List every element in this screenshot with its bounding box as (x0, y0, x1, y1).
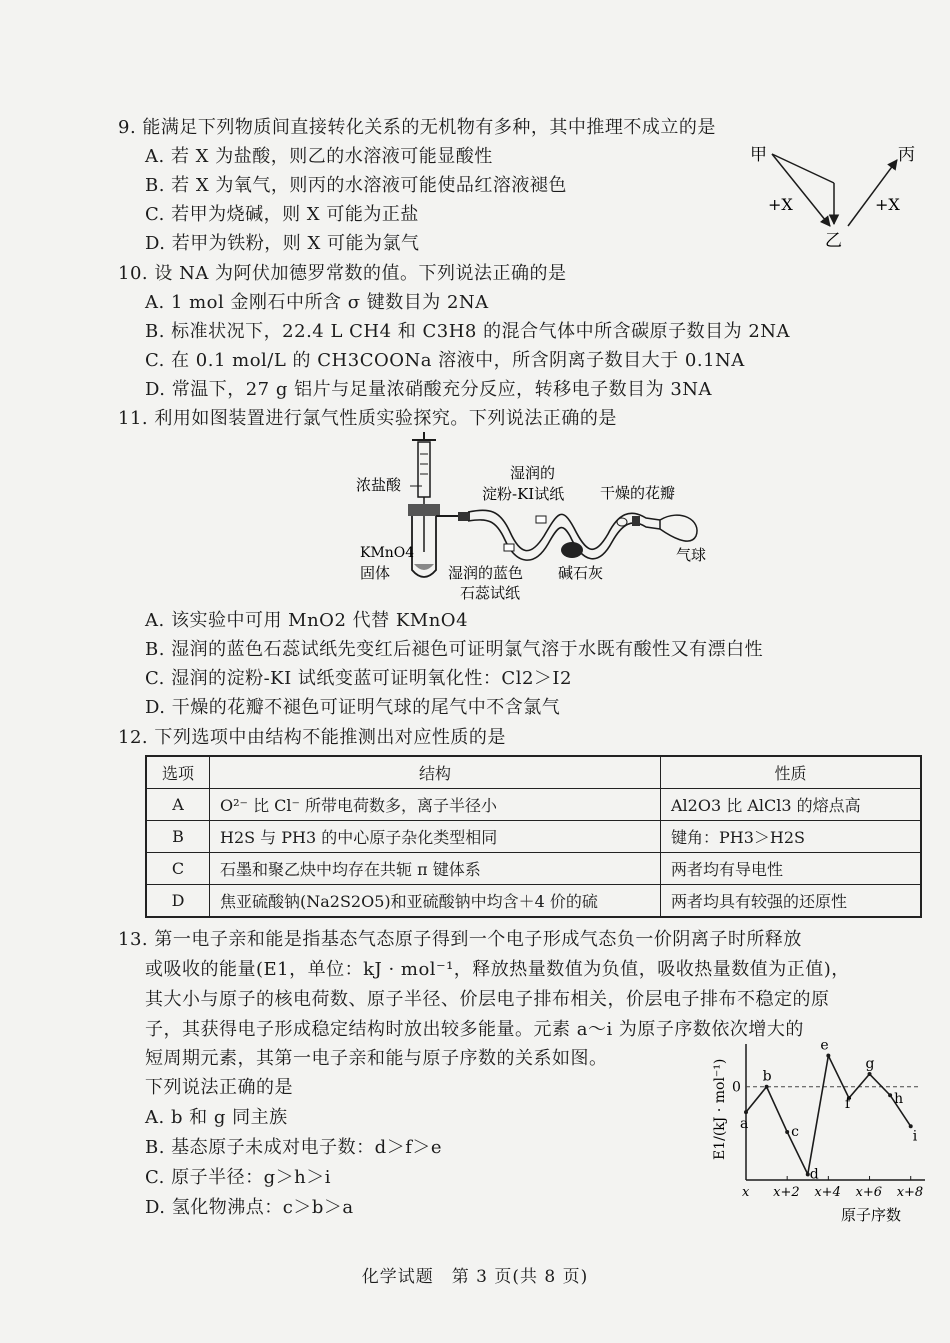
x-tick-label-1: x+2 (773, 1185, 800, 1200)
q10-option-c: C. 在 0.1 mol/L 的 CH3COONa 溶液中，所含阴离子数目大于 0.1NA (145, 350, 745, 371)
row-a-label: A (146, 789, 210, 821)
header-structure: 结构 (210, 756, 661, 789)
point-label-i: i (912, 1128, 918, 1145)
row-d-structure: 焦亚硫酸钠(Na2S2O5)和亚硫酸钠中均含＋4 价的硫 (210, 885, 661, 918)
table-row (146, 821, 921, 853)
q9-stem: 9. 能满足下列物质间直接转化关系的无机物有多种，其中推理不成立的是 (118, 117, 716, 138)
arrow-yi-to-bing (848, 160, 897, 226)
row-c-property: 两者均有导电性 (661, 853, 922, 885)
arrow-jia-to-yi (772, 154, 830, 226)
row-d-label: D (146, 885, 210, 918)
x-tick-label-4: x+8 (896, 1185, 924, 1200)
point-label-h: h (894, 1091, 904, 1108)
q10-option-d: D. 常温下，27 g 铝片与足量浓硝酸充分反应，转移电子数目为 3NA (145, 379, 713, 400)
x-left-label: +X (768, 195, 793, 214)
table-row (146, 789, 921, 821)
lime-label: 碱石灰 (558, 564, 604, 582)
header-option: 选项 (146, 756, 210, 789)
point-c (785, 1130, 789, 1134)
q13-line-1: 13. 第一电子亲和能是指基态气态原子得到一个电子形成气态负一价阴离子时所释放 (118, 929, 802, 950)
q9-option-c: C. 若甲为烧碱，则 X 可能为正盐 (145, 204, 419, 225)
point-e (826, 1054, 830, 1058)
ki-paper (536, 516, 546, 523)
bing-label: 丙 (898, 145, 915, 165)
q13-line-6: 下列说法正确的是 (145, 1077, 293, 1098)
table-header-row (146, 756, 921, 789)
dropping-funnel (418, 442, 430, 497)
balloon (660, 515, 697, 541)
point-a (744, 1110, 748, 1114)
chlorine-apparatus-figure (350, 432, 730, 607)
point-label-a: a (740, 1116, 749, 1133)
kmno4-label: KMnO4 (360, 545, 415, 561)
x-right-label: +X (875, 195, 900, 214)
balloon-label: 气球 (676, 546, 707, 564)
kmno4-solid (414, 564, 434, 570)
q13-line-5: 短周期元素，其第一电子亲和能与原子序数的关系如图。 (145, 1048, 608, 1069)
electron-affinity-chart (700, 1040, 930, 1235)
q11-option-c: C. 湿润的淀粉-KI 试纸变蓝可证明氧化性：Cl2＞I2 (145, 668, 572, 689)
q13-option-c: C. 原子半径：g＞h＞i (145, 1167, 331, 1188)
row-d-property: 两者均具有较强的还原性 (661, 885, 922, 918)
header-property: 性质 (661, 756, 922, 789)
q9-conversion-diagram (740, 138, 930, 253)
row-c-structure: 石墨和聚乙炔中均存在共轭 π 键体系 (210, 853, 661, 885)
ki-label-2: 淀粉-KI试纸 (482, 485, 565, 503)
petal-label: 干燥的花瓣 (600, 484, 676, 502)
q10-option-b: B. 标准状况下，22.4 L CH4 和 C3H8 的混合气体中所含碳原子数目为 2NA (145, 321, 791, 342)
q13-option-a: A. b 和 g 同主族 (145, 1107, 288, 1128)
table-row (146, 885, 921, 918)
q9-option-b: B. 若 X 为氧气，则丙的水溶液可能使品红溶液褪色 (145, 175, 567, 196)
x-tick-label-2: x+4 (814, 1185, 841, 1200)
row-b-property: 键角：PH3＞H2S (661, 821, 922, 853)
soda-lime (561, 542, 583, 558)
point-label-e: e (820, 1040, 829, 1054)
x-axis-label: 原子序数 (841, 1206, 902, 1224)
jia-label: 甲 (750, 145, 767, 165)
q13-line-4: 子，其获得电子形成稳定结构时放出较多能量。元素 a～i 为原子序数依次增大的 (145, 1019, 804, 1040)
row-a-property: Al2O3 比 AlCl3 的熔点高 (661, 789, 922, 821)
litmus-label-1: 湿润的蓝色 (448, 564, 524, 582)
point-h (888, 1093, 892, 1097)
table-row (146, 853, 921, 885)
point-label-d: d (809, 1166, 819, 1183)
q13-line-3: 其大小与原子的核电荷数、原子半径、价层电子排布相关，价层电子排布不稳定的原 (145, 989, 830, 1010)
q9-option-a: A. 若 X 为盐酸，则乙的水溶液可能显酸性 (145, 146, 493, 167)
point-label-b: b (762, 1068, 772, 1085)
q11-option-a: A. 该实验中可用 MnO2 代替 KMnO4 (145, 610, 469, 631)
yi-label: 乙 (825, 231, 842, 251)
q11-option-d: D. 干燥的花瓣不褪色可证明气球的尾气中不含氯气 (145, 697, 561, 718)
point-b (765, 1085, 769, 1089)
q12-table (145, 755, 922, 918)
rubber-stopper (408, 504, 440, 516)
q13-option-d: D. 氢化物沸点：c＞b＞a (145, 1197, 354, 1218)
q12-stem: 12. 下列选项中由结构不能推测出对应性质的是 (118, 727, 506, 748)
jia-to-branch-line (772, 154, 834, 183)
point-label-f: f (844, 1096, 851, 1113)
q13-line-2: 或吸收的能量(E1，单位：kJ · mol⁻¹，释放热量数值为负值，吸收热量数值为正值)， (145, 959, 850, 980)
point-g (868, 1072, 872, 1076)
hcl-label: 浓盐酸 (356, 476, 402, 494)
row-a-structure: O²⁻ 比 Cl⁻ 所带电荷数多，离子半径小 (210, 789, 661, 821)
litmus-label-2: 石蕊试纸 (460, 584, 521, 602)
y-tick-label-0: 0 (732, 1079, 741, 1096)
ki-label-1: 湿润的 (510, 464, 556, 482)
q13-option-b: B. 基态原子未成对电子数：d＞f＞e (145, 1137, 443, 1158)
page-footer: 化学试题 第 3 页(共 8 页) (361, 1267, 589, 1287)
petal (617, 518, 627, 526)
x-tick-label-3: x+6 (855, 1185, 883, 1200)
row-b-label: B (146, 821, 210, 853)
q10-option-a: A. 1 mol 金刚石中所含 σ 键数目为 2NA (145, 292, 489, 313)
point-label-g: g (865, 1056, 875, 1073)
point-label-c: c (791, 1123, 800, 1140)
q10-stem: 10. 设 NA 为阿伏加德罗常数的值。下列说法正确的是 (118, 263, 567, 284)
q9-option-d: D. 若甲为铁粉，则 X 可能为氯气 (145, 233, 420, 254)
solid-label: 固体 (360, 564, 391, 582)
row-c-label: C (146, 853, 210, 885)
litmus-paper (504, 544, 514, 551)
x-tick-label-0: x (742, 1185, 750, 1200)
row-b-structure: H2S 与 PH3 的中心原子杂化类型相同 (210, 821, 661, 853)
y-axis-label: E1/(kJ · mol⁻¹) (712, 1058, 728, 1160)
q11-stem: 11. 利用如图装置进行氯气性质实验探究。下列说法正确的是 (118, 408, 617, 429)
q11-option-b: B. 湿润的蓝色石蕊试纸先变红后褪色可证明氯气溶于水既有酸性又有漂白性 (145, 639, 764, 660)
